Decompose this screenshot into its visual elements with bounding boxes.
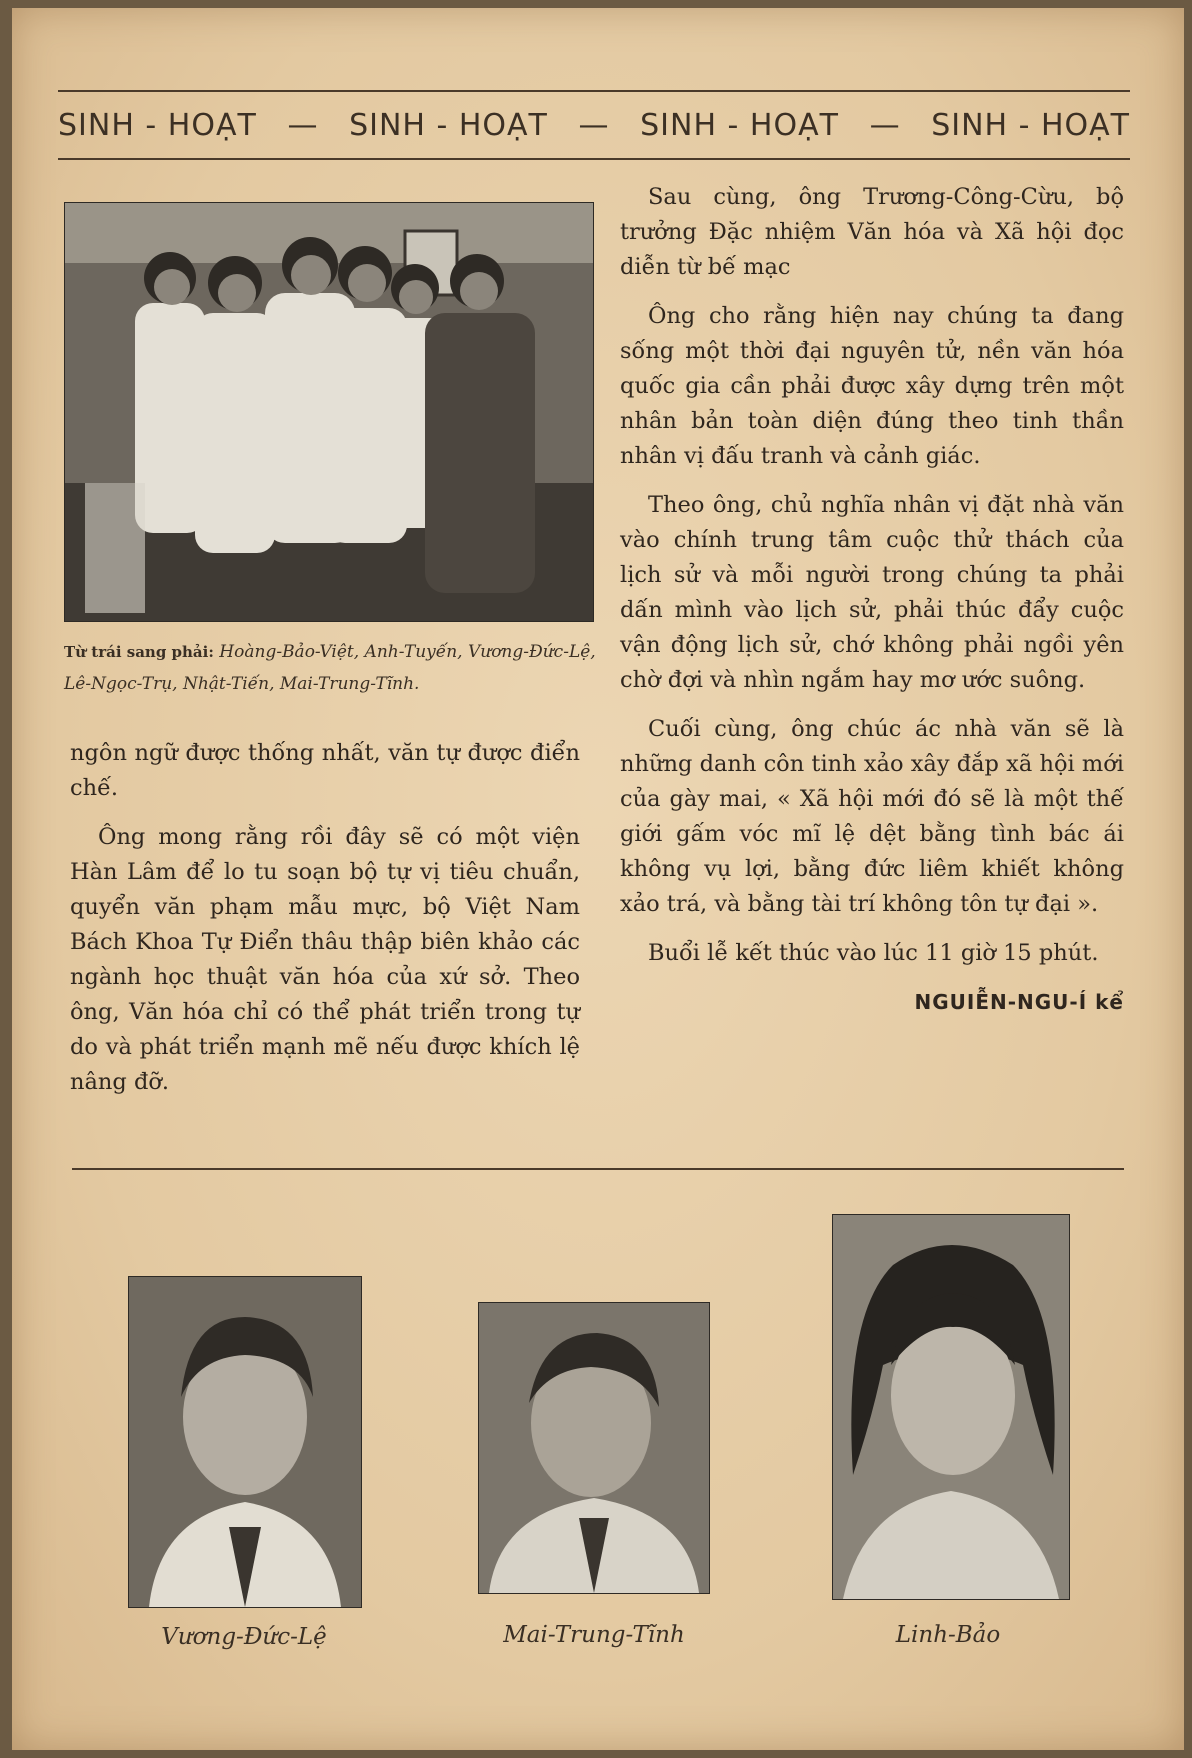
portrait-photo-1: [128, 1276, 362, 1608]
portrait-image-1: [129, 1277, 361, 1607]
header-title-3: SINH - HOẠT: [640, 107, 839, 143]
byline: NGUIỄN-NGU-Í kể: [914, 990, 1124, 1014]
right-paragraph-4: Cuối cùng, ông chúc ác nhà văn sẽ là những danh côn tinh xảo xây đắp xã hội mới của gày mai, « Xã hội mới đó sẽ là một thế giới gấm vóc mĩ lệ dệt bằng tình bác ái không vụ lợi, bằng đức liêm khiết không xảo trá, và bằng tài trí không tôn tự đại ».: [620, 716, 1124, 917]
caption-names: Hoàng-Bảo-Việt, Anh-Tuyến, Vương-Đức-Lệ, Lê-Ngọc-Trụ, Nhật-Tiến, Mai-Trung-Tĩnh.: [64, 642, 596, 694]
header-title-2: SINH - HOẠT: [349, 107, 548, 143]
left-paragraph-1: ngôn ngữ được thống nhất, văn tự được điển chế.: [70, 740, 580, 801]
portrait-caption-2: Mai-Trung-Tĩnh: [503, 1622, 685, 1648]
header-title-1: SINH - HOẠT: [58, 107, 257, 143]
portrait-image-2: [479, 1303, 709, 1593]
section-divider: [72, 1168, 1124, 1170]
right-column: [620, 180, 1124, 1034]
running-header: [58, 90, 1130, 160]
portrait-photo-3: [832, 1214, 1070, 1600]
magazine-page: [12, 8, 1184, 1750]
caption-lead: Từ trái sang phải:: [64, 643, 214, 661]
right-paragraph-2: Ông cho rằng hiện nay chúng ta đang sống một thời đại nguyên tử, nền văn hóa quốc gia cần phải được xây dựng trên một nhân bản toàn diện đúng theo tinh thần nhân vị đấu tranh và cảnh giác.: [620, 303, 1124, 469]
header-title-4: SINH - HOẠT: [931, 107, 1130, 143]
header-dash-3: —: [869, 107, 901, 143]
portrait-caption-3: Linh-Bảo: [895, 1622, 1001, 1648]
right-paragraph-3: Theo ông, chủ nghĩa nhân vị đặt nhà văn vào chính trung tâm cuộc thử thách của lịch sử và mỗi người trong chúng ta phải dấn mình vào lịch sử, phải thúc đẩy cuộc vận động lịch sử, chớ không phải ngồi yên chờ đợi và nhìn ngắm hay mơ ước suông.: [620, 492, 1124, 693]
portrait-image-3: [833, 1215, 1069, 1599]
header-dash-2: —: [578, 107, 610, 143]
group-photo-caption: [64, 636, 624, 700]
left-paragraph-2: Ông mong rằng rồi đây sẽ có một viện Hàn Lâm để lo tu soạn bộ tự vị tiêu chuẩn, quyển văn phạm mẫu mực, bộ Việt Nam Bách Khoa Tự Điển thâu thập biên khảo các ngành học thuật văn hóa của xứ sở. Theo ông, Văn hóa chỉ có thể phát triển trong tự do và phát triển mạnh mẽ nếu được khích lệ nâng đỡ.: [70, 824, 580, 1095]
group-photo: [64, 202, 594, 622]
portrait-caption-1: Vương-Đức-Lệ: [161, 1624, 327, 1650]
portrait-photo-2: [478, 1302, 710, 1594]
group-photo-image: [65, 203, 593, 621]
right-paragraph-1: Sau cùng, ông Trương-Công-Cừu, bộ trưởng Đặc nhiệm Văn hóa và Xã hội đọc diễn từ bế mạc: [620, 184, 1124, 280]
header-dash-1: —: [287, 107, 319, 143]
left-column: [70, 736, 580, 1114]
right-paragraph-5: Buổi lễ kết thúc vào lúc 11 giờ 15 phút.: [648, 940, 1099, 966]
